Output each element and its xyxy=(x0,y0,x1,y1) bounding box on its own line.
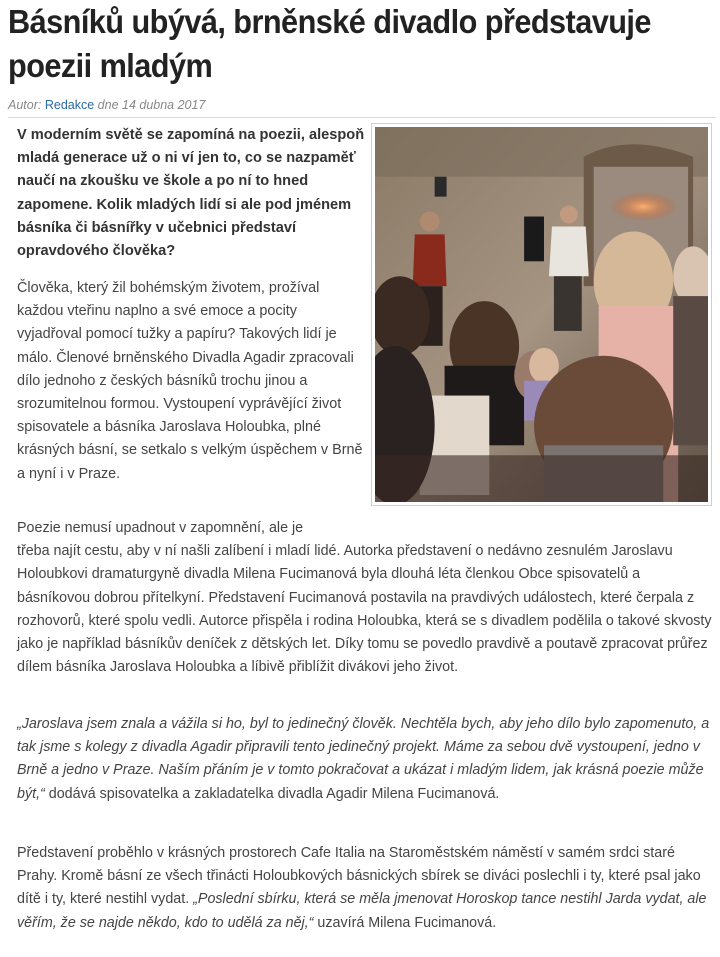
performance-photo xyxy=(371,123,712,506)
paragraph-2-first-line: Poezie nemusí upadnout v zapomnění, ale je xyxy=(17,520,304,536)
article-paragraph-1: Člověka, který žil bohémským životem, prožíval každou vteřinu naplno a své emoce a pocity vyjadřoval pomocí tužky a papíru? Takových lidí je málo. Členové brněnského Divadla Agadir zpracovali dílo jednoho z českých básníků trochu jinou a srozumitelnou formou. Vystoupení vyprávějící život spisovatele a básníka Jaroslava Holoubka, plné krásných básní, se setkalo s velkým úspěchem v Brně a nyní i v Praze. xyxy=(17,280,363,482)
paragraph-2-rest: třeba najít cestu, aby v ní našli zalíbení i mladí lidé. Autorka představení o nedávno zesnulém Jaroslavu Holoubkovi dramaturgyně divadla Milena Fucimanová byla dlouhá léta členkou Obce spisovatelů a básníkovou dobrou přítelkyní. Představení Fucimanová postavila na pravdivých událostech, které čerpala z rozhovorů, které spolu vedli. Autorce přispěla i rodina Holoubka, která se s divadlem podělila o takové skvosty jako je například básníkův deníček z dětských let. Díky tomu se povedlo pravdivě a poutavě zpracovat průřez dílem básníka Jaroslava Holoubka a líbivě přiblížit divákovi jeho život. xyxy=(17,543,712,676)
paragraph-4-start: Představení proběhlo v krásných prostorech Cafe Italia na Staroměstském náměstí v samém srdci staré Prahy. Kromě básní ze všech třinácti Holoubkových básnických sbírek se diváci poslechli i ty, které psal jako dítě i ty, které nestihl vydat. xyxy=(17,845,701,908)
paragraph-3-tail: dodává spisovatelka a zakladatelka divadla Agadir Milena Fucimanová. xyxy=(44,785,500,802)
article-lead: V moderním světě se zapomíná na poezii, alespoň mladá generace už o ni ví jen to, co se nazpaměť naučí na zkoušku ve škole a po ní to hned zapomene. Kolik mladých lidí si ale pod jménem básníka či básnířky v učebnici představí opravdového člověka? xyxy=(17,127,365,260)
quote-fucimanova: „Jaroslava jsem znala a vážila si ho, byl to jedinečný člověk. Nechtěla bych, aby jeho dílo bylo zapomenuto, a tak jsme s kolegy z divadla Agadir připravili tento jedinečný projekt. Máme za sebou dvě vystoupení, jedno v Brně a jedno v Praze. Naším přáním je v tomto pokračovat a ukázat i mladým lidem, jak krásná poezie může být,“ xyxy=(17,716,710,802)
article-paragraph-2 xyxy=(17,517,717,679)
byline-divider xyxy=(8,117,716,118)
byline xyxy=(8,98,205,112)
paragraph-4-tail: uzavírá Milena Fucimanová. xyxy=(313,914,497,931)
quote-horoskop: „Poslední sbírku, která se měla jmenovat Horoskop tance nestihl Jarda vydat, ale věřím, že se najde někdo, kdo to udělá za něj,“ xyxy=(17,891,707,931)
byline-date: dne 14 dubna 2017 xyxy=(97,98,206,112)
author-link[interactable]: Redakce xyxy=(44,98,95,112)
byline-prefix: Autor: xyxy=(8,98,42,112)
article-paragraph-3 xyxy=(17,713,717,806)
performance-photo-image xyxy=(375,127,708,502)
article-title: Básníků ubývá, brněnské divadlo představuje poezii mladým xyxy=(8,3,651,84)
article-paragraph-4 xyxy=(17,842,717,935)
